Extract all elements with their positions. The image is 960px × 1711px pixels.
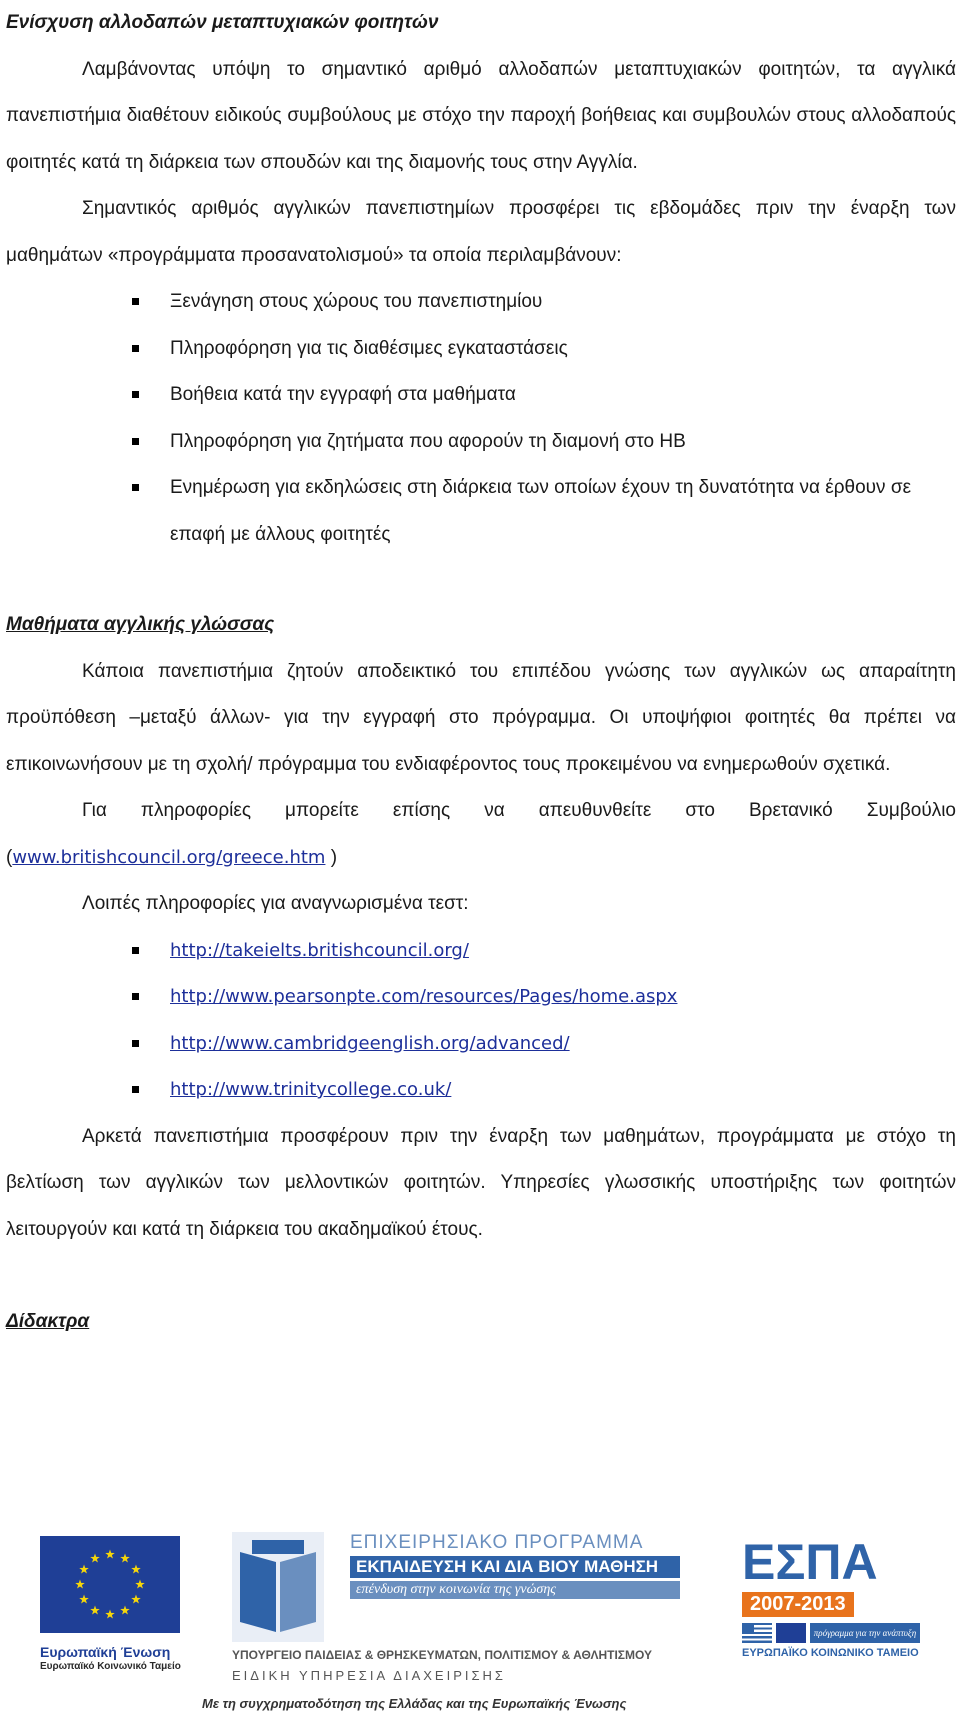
document-body xyxy=(6,0,956,1346)
eu-flag-icon xyxy=(40,1536,180,1633)
footer-logos xyxy=(0,1512,960,1711)
orientation-list xyxy=(6,279,956,558)
ielts-link[interactable]: http://takeielts.britishcouncil.org/ xyxy=(170,939,469,961)
paragraph-preparatory-courses: Αρκετά πανεπιστήμια προσφέρουν πριν την έναρξη των μαθημάτων, προγράμματα με στόχο τη βελτίωση των αγγλικών των μελλοντικών φοιτητών. Υπηρεσίες γλωσσικής υποστήριξης των φοιτητών λειτουργούν και κατά τη διάρκεια του ακαδημαϊκού έτους. xyxy=(6,1125,956,1240)
paragraph-orientation: Σημαντικός αριθμός αγγλικών πανεπιστημίων προσφέρει τις εβδομάδες πριν την έναρξη των μαθημάτων «προγράμματα προσανατολισμού» τα οποία περιλαμβάνουν: xyxy=(6,198,956,266)
eu-fund: Ευρωπαϊκό Κοινωνικό Ταμείο xyxy=(40,1661,181,1672)
espa-fund: ΕΥΡΩΠΑΪΚΟ ΚΟΙΝΩΝΙΚΟ ΤΑΜΕΙΟ xyxy=(742,1647,919,1659)
eu-small-flag-icon xyxy=(776,1623,806,1643)
list-item: Πληροφόρηση για ζητήματα που αφορούν τη διαμονή στο ΗΒ xyxy=(6,419,956,466)
list-item: Ενημέρωση για εκδηλώσεις στη διάρκεια των οποίων έχουν τη δυνατότητα να έρθουν σε επαφή με άλλους φοιτητές xyxy=(6,465,956,558)
tests-link-list xyxy=(6,928,956,1114)
eu-logo xyxy=(40,1536,210,1674)
list-item: Ξενάγηση στους χώρους του πανεπιστημίου xyxy=(6,279,956,326)
greek-flag-icon xyxy=(742,1623,772,1643)
paragraph-british-council: Για πληροφορίες μπορείτε επίσης να απευθυνθείτε στο Βρετανικό Συμβούλιο (www.britishcouncil.org/greece.htm ) xyxy=(6,800,956,868)
paragraph-language-proof: Κάποια πανεπιστήμια ζητούν αποδεικτικό του επιπέδου γνώσης των αγγλικών ως απαραίτητη προϋπόθεση –μεταξύ άλλων- για την εγγραφή στο πρόγραμμα. Οι υποψήφιοι φοιτητές θα πρέπει να επικοινωνήσουν με τη σχολή/ πρόγραμμα του ενδιαφέροντος τους προκειμένου να ενημερωθούν σχετικά. xyxy=(6,660,956,775)
eu-name: Ευρωπαϊκή Ένωση xyxy=(40,1644,171,1660)
espa-title: ΕΣΠΑ xyxy=(742,1534,878,1590)
paragraph-tests-intro: Λοιπές πληροφορίες για αναγνωρισμένα τεστ: xyxy=(82,893,469,914)
espa-logo xyxy=(742,1534,942,1659)
espa-slogan: πρόγραμμα για την ανάπτυξη xyxy=(810,1623,920,1643)
list-item xyxy=(6,1067,956,1114)
heading-tuition-fees: Δίδακτρα xyxy=(6,1311,90,1332)
op-motto: επένδυση στην κοινωνία της γνώσης xyxy=(350,1581,680,1599)
trinity-link[interactable]: http://www.trinitycollege.co.uk/ xyxy=(170,1079,452,1100)
british-council-text: Για πληροφορίες μπορείτε επίσης να απευθυνθείτε στο Βρετανικό Συμβούλιο xyxy=(82,800,956,821)
book-icon xyxy=(232,1532,324,1642)
paragraph-advisors: Λαμβάνοντας υπόψη το σημαντικό αριθμό αλλοδαπών μεταπτυχιακών φοιτητών, τα αγγλικά πανεπιστήμια διαθέτουν ειδικούς συμβούλους με στόχο την παροχή βοήθειας και συμβουλών στους αλλοδαπούς φοιτητές κατά τη διάρκεια των σπουδών και της διαμονής τους στην Αγγλία. xyxy=(6,58,956,173)
list-item xyxy=(6,974,956,1021)
list-item: Πληροφόρηση για τις διαθέσιμες εγκαταστάσεις xyxy=(6,326,956,373)
list-item: Βοήθεια κατά την εγγραφή στα μαθήματα xyxy=(6,372,956,419)
cambridge-link[interactable]: http://www.cambridgeenglish.org/advanced/ xyxy=(170,1032,570,1054)
heading-english-courses: Μαθήματα αγγλικής γλώσσας xyxy=(6,614,275,635)
pearson-link[interactable]: http://www.pearsonpte.com/resources/Pages/home.aspx xyxy=(170,986,678,1007)
heading-foreign-students: Ενίσχυση αλλοδαπών μεταπτυχιακών φοιτητών xyxy=(6,12,439,33)
espa-years: 2007-2013 xyxy=(742,1592,854,1617)
cofunding-statement: Με τη συγχρηματοδότηση της Ελλάδας και της Ευρωπαϊκής Ένωσης xyxy=(202,1696,627,1711)
op-name: ΕΚΠΑΙΔΕΥΣΗ ΚΑΙ ΔΙΑ ΒΙΟΥ ΜΑΘΗΣΗ xyxy=(350,1556,680,1578)
op-title: ΕΠΙΧΕΙΡΗΣΙΑΚΟ ΠΡΟΓΡΑΜΜΑ xyxy=(350,1532,644,1553)
list-item xyxy=(6,928,956,975)
british-council-link[interactable]: www.britishcouncil.org/greece.htm xyxy=(12,846,326,868)
special-service-name: ΕΙΔΙΚΗ ΥΠΗΡΕΣΙΑ ΔΙΑΧΕΙΡΙΣΗΣ xyxy=(232,1668,506,1683)
list-item xyxy=(6,1021,956,1068)
ministry-name: ΥΠΟΥΡΓΕΙΟ ΠΑΙΔΕΙΑΣ & ΘΡΗΣΚΕΥΜΑΤΩΝ, ΠΟΛΙΤΙΣΜΟΥ & ΑΘΛΗΤΙΣΜΟΥ xyxy=(232,1648,652,1662)
